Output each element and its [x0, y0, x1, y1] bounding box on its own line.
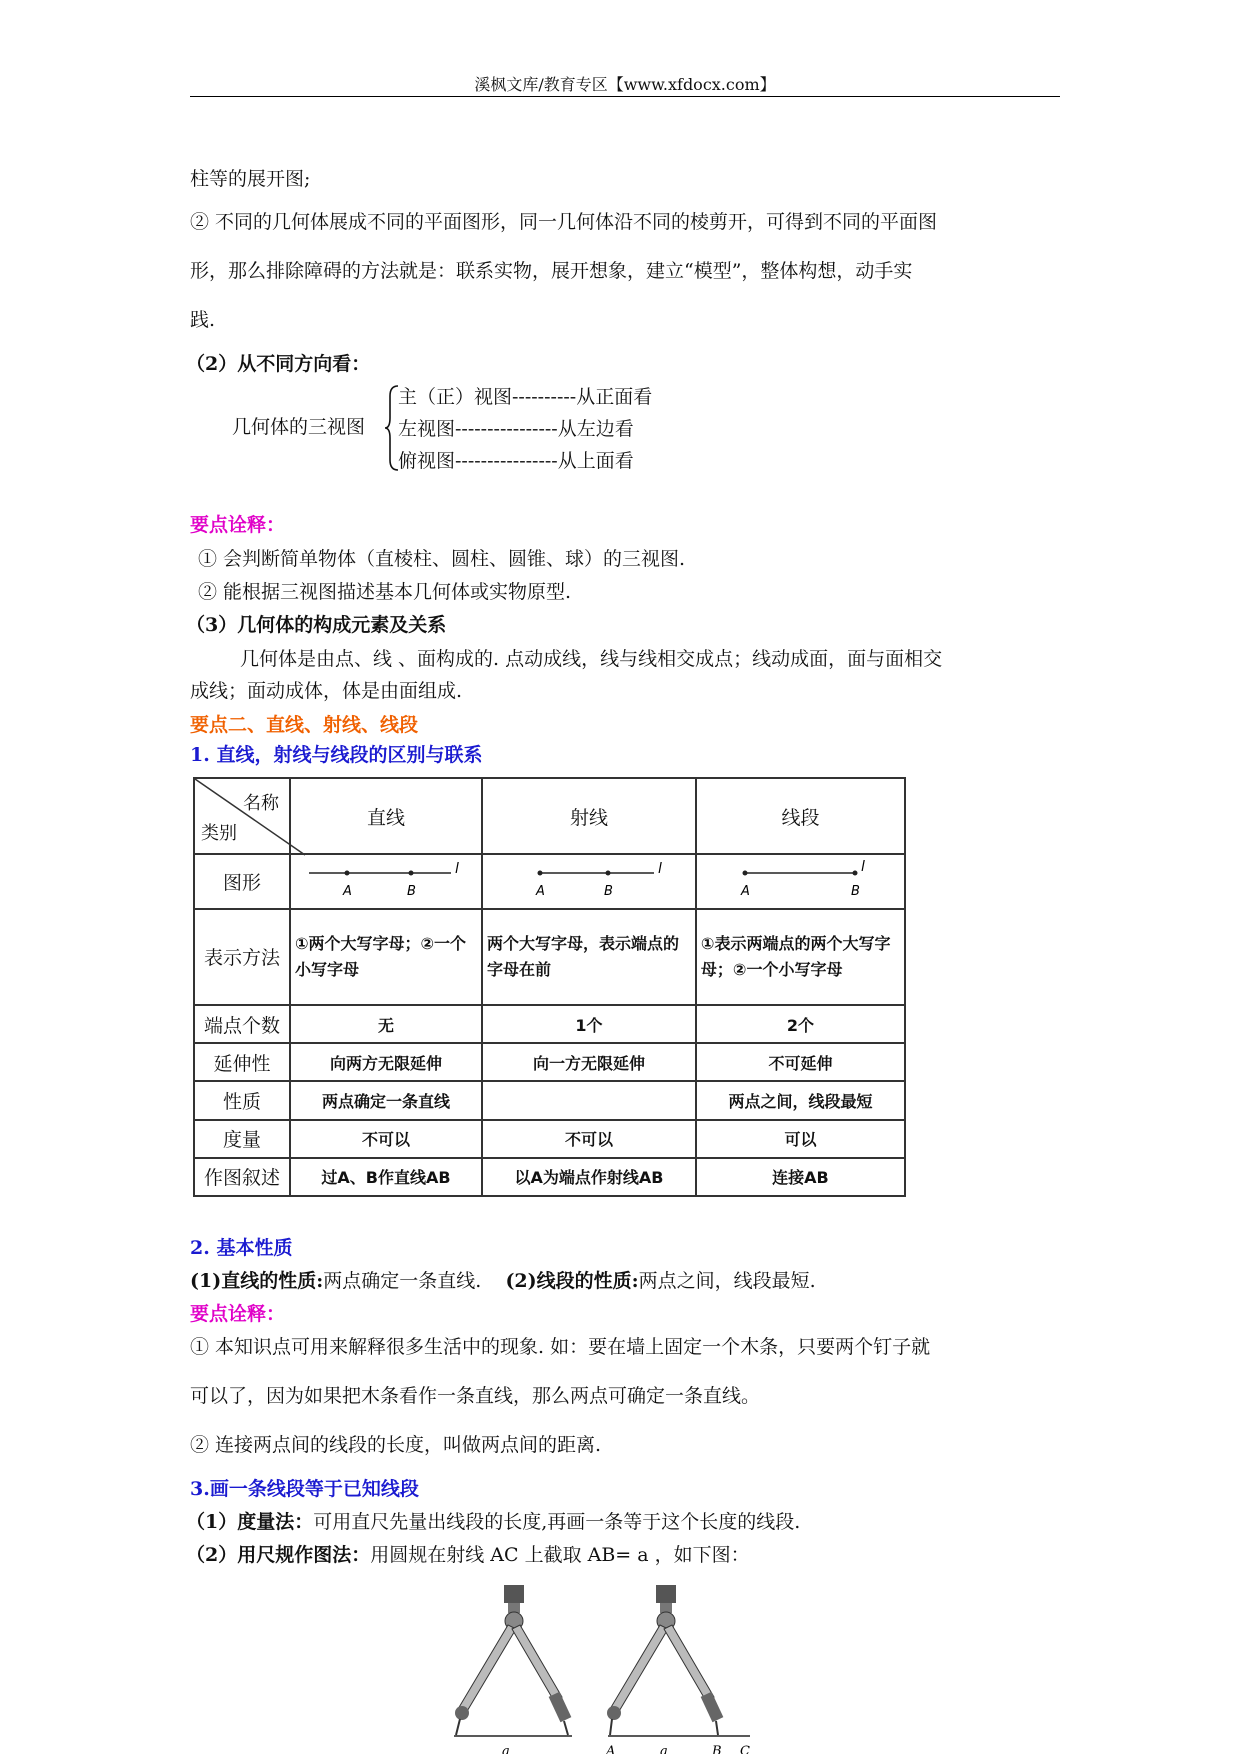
subsection-3: 3.画一条线段等于已知线段	[190, 1478, 419, 1500]
construction-ray: 以A为端点作射线AB	[482, 1158, 696, 1196]
row-label-property: 性质	[194, 1081, 290, 1119]
key-point-1-2: ② 能根据三视图描述基本几何体或实物原型.	[198, 581, 572, 603]
notation-line: ①两个大写字母；②一个小写字母	[290, 909, 482, 1005]
basic-properties	[190, 1272, 816, 1291]
measure-segment: 可以	[696, 1120, 905, 1158]
method-measure-text: 可用直尺先量出线段的长度,再画一条等于这个长度的线段.	[313, 1511, 801, 1533]
svg-text:B: B	[603, 883, 613, 899]
view-left: 左视图----------------从左边看	[398, 418, 634, 440]
row-label-notation: 表示方法	[194, 909, 290, 1005]
property-segment: 两点之间，线段最短	[696, 1081, 905, 1119]
subsection-2: 2. 基本性质	[190, 1237, 293, 1259]
row-label-figure: 图形	[194, 854, 290, 908]
endpoints-ray: 1个	[482, 1005, 696, 1043]
row-label-endpoints: 端点个数	[194, 1005, 290, 1043]
view-top: 俯视图----------------从上面看	[398, 450, 634, 472]
figure-ray-cell	[482, 854, 696, 908]
page-header: 溪枫文库/教育专区【www.xfdocx.com】	[474, 75, 776, 94]
line-property-text: 两点确定一条直线.	[323, 1270, 482, 1292]
elements-line-2: 成线；面动成体，体是由面组成.	[190, 680, 463, 702]
property-ray	[482, 1081, 696, 1119]
left-fig-label: a	[502, 1744, 510, 1754]
row-label-extension: 延伸性	[194, 1043, 290, 1081]
notation-ray: 两个大写字母，表示端点的字母在前	[482, 909, 696, 1005]
para-line-4: 践.	[190, 309, 216, 331]
key2-line-3: ② 连接两点间的线段的长度，叫做两点间的距离.	[190, 1434, 602, 1456]
key-points-title-2: 要点诠释：	[190, 1303, 286, 1325]
measure-line: 不可以	[290, 1120, 482, 1158]
heading-views: （2）从不同方向看：	[186, 353, 371, 375]
figure-line-cell	[290, 854, 482, 908]
three-views-label: 几何体的三视图	[232, 416, 366, 438]
key2-line-1: ① 本知识点可用来解释很多生活中的现象. 如：要在墙上固定一个木条，只要两个钉子就	[190, 1336, 931, 1358]
col-header-ray: 射线	[482, 778, 696, 854]
svg-text:A: A	[741, 883, 751, 899]
segment-figure	[715, 859, 885, 899]
row-label-construction: 作图叙述	[194, 1158, 290, 1196]
svg-text:A: A	[343, 883, 352, 899]
row-label-measure: 度量	[194, 1120, 290, 1158]
subsection-1: 1. 直线，射线与线段的区别与联系	[190, 744, 483, 766]
endpoints-line: 无	[290, 1005, 482, 1043]
extension-line: 向两方无限延伸	[290, 1043, 482, 1081]
svg-text:B: B	[851, 883, 861, 899]
svg-text:l: l	[657, 860, 662, 877]
line-figure	[301, 859, 471, 899]
ray-figure	[504, 859, 674, 899]
extension-segment: 不可延伸	[696, 1043, 905, 1081]
section-title-2: 要点二、直线、射线、线段	[190, 714, 419, 736]
header-rule	[190, 96, 1060, 97]
corner-top-label: 名称	[242, 793, 279, 814]
corner-bottom-label: 类别	[201, 823, 237, 845]
notation-segment: ①表示两端点的两个大写字母；②一个小写字母	[696, 909, 905, 1005]
comparison-table	[193, 777, 906, 1197]
figure-segment-cell	[696, 854, 905, 908]
para-line-1: 柱等的展开图;	[190, 168, 311, 190]
para-line-3: 形，那么排除障碍的方法就是：联系实物，展开想象，建立“模型”，整体构想，动手实	[190, 260, 913, 282]
key-point-1-1: ① 会判断简单物体（直棱柱、圆柱、圆锥、球）的三视图.	[198, 548, 686, 570]
method-measure-label: （1）度量法：	[186, 1511, 314, 1533]
svg-text:l: l	[861, 858, 866, 875]
col-header-line: 直线	[290, 778, 482, 854]
line-property-label: (1)直线的性质:	[190, 1270, 324, 1292]
svg-text:l: l	[455, 860, 459, 877]
method-compass	[186, 1546, 750, 1565]
extension-ray: 向一方无限延伸	[482, 1043, 696, 1081]
property-line: 两点确定一条直线	[290, 1081, 482, 1119]
right-fig-label-a: A	[606, 1744, 616, 1754]
view-front: 主（正）视图----------从正面看	[398, 386, 653, 408]
endpoints-segment: 2个	[696, 1005, 905, 1043]
measure-ray: 不可以	[482, 1120, 696, 1158]
key2-line-2: 可以了，因为如果把木条看作一条直线，那么两点可确定一条直线。	[190, 1385, 761, 1407]
segment-property-text: 两点之间，线段最短.	[638, 1270, 816, 1292]
svg-text:B: B	[407, 883, 416, 899]
right-fig-label-len: a	[660, 1744, 668, 1754]
construction-segment: 连接AB	[696, 1158, 905, 1196]
elements-line-1: 几何体是由点、线 、面构成的. 点动成线，线与线相交成点；线动成面，面与面相交	[240, 648, 943, 670]
right-fig-label-b: B	[712, 1744, 722, 1754]
svg-text:A: A	[535, 883, 545, 899]
heading-elements: （3）几何体的构成元素及关系	[186, 614, 447, 636]
compass-left-figure	[450, 1585, 580, 1754]
compass-right-figure	[600, 1585, 770, 1754]
method-measure	[186, 1513, 800, 1532]
segment-property-label: (2)线段的性质:	[505, 1270, 639, 1292]
construction-line: 过A、B作直线AB	[290, 1158, 482, 1196]
method-compass-label: （2）用尺规作图法：	[186, 1544, 371, 1566]
table-corner-cell	[194, 778, 290, 854]
para-line-2: ② 不同的几何体展成不同的平面图形，同一几何体沿不同的棱剪开，可得到不同的平面图	[190, 211, 938, 233]
method-compass-text: 用圆规在射线 AC 上截取 AB= a ，如下图：	[370, 1544, 750, 1566]
key-points-title-1: 要点诠释：	[190, 514, 286, 536]
right-fig-label-c: C	[740, 1744, 750, 1754]
col-header-segment: 线段	[696, 778, 905, 854]
